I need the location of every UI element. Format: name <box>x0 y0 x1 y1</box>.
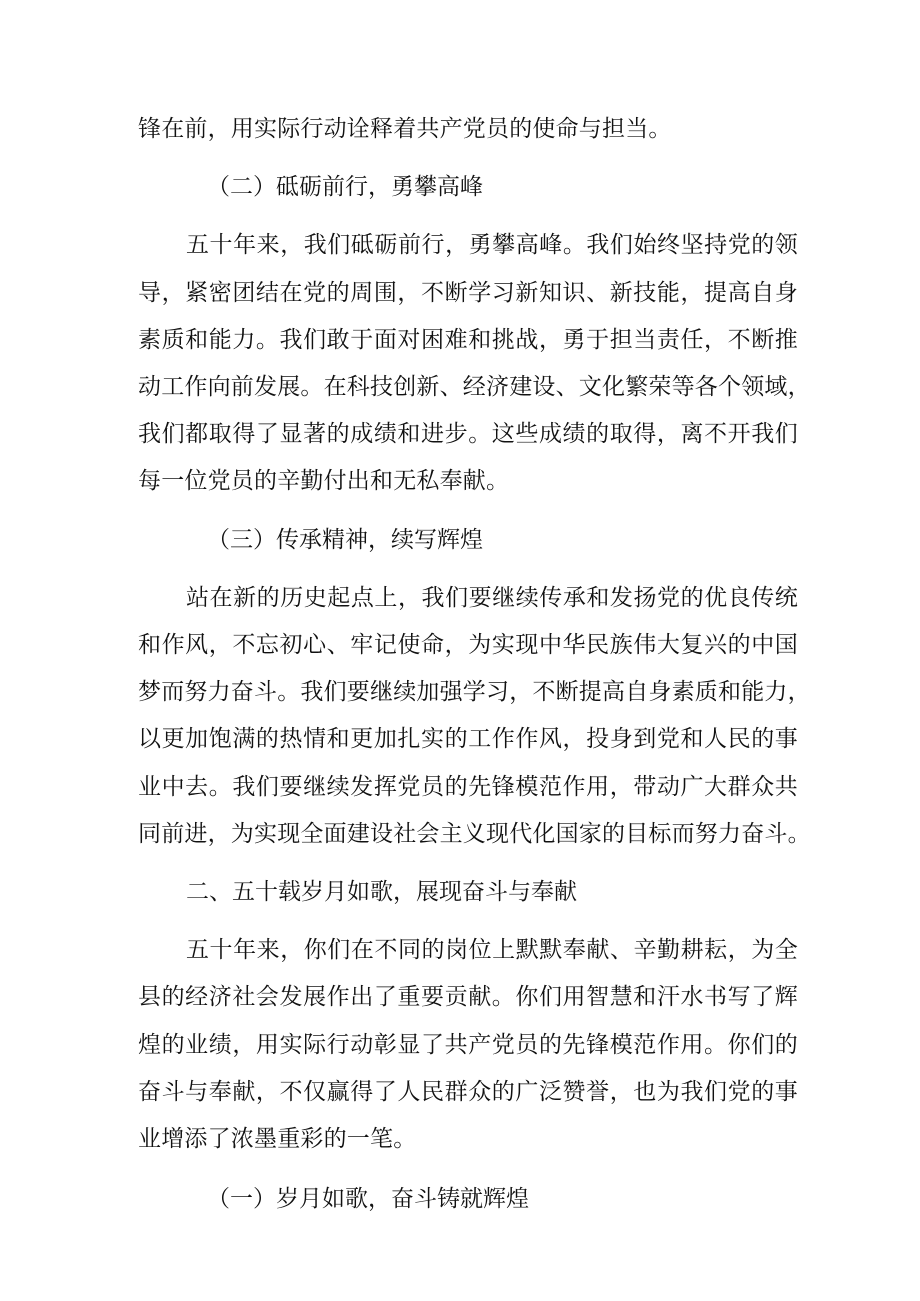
paragraph-line: 五十年来，你们在不同的岗位上默默奉献、辛勤耕耘，为全 <box>186 937 798 964</box>
paragraph-chapter-2 <box>138 927 798 1163</box>
paragraph-line: 站在新的历史起点上，我们要继续传承和发扬党的优良传统 <box>186 584 798 611</box>
paragraph-line: 素质和能力。我们敢于面对困难和挑战，勇于担当责任，不断推 <box>138 326 798 353</box>
document-body <box>138 106 811 1223</box>
paragraph-line: 五十年来，我们砥砺前行，勇攀高峰。我们始终坚持党的领 <box>186 232 798 259</box>
paragraph-line: 奋斗与奉献，不仅赢得了人民群众的广泛赞誉，也为我们党的事 <box>138 1078 798 1105</box>
paragraph-line: 每一位党员的辛勤付出和无私奉献。 <box>138 468 510 495</box>
heading-section-2: （二）砥砺前行，勇攀高峰 <box>207 174 483 201</box>
paragraph-line: 我们都取得了显著的成绩和进步。这些成绩的取得，离不开我们 <box>138 421 798 448</box>
paragraph-line: 同前进，为实现全面建设社会主义现代化国家的目标而努力奋斗。 <box>138 820 811 847</box>
paragraph-line: 以更加饱满的热情和更加扎实的工作作风，投身到党和人民的事 <box>138 726 798 753</box>
heading-section-3: （三）传承精神，续写辉煌 <box>207 526 483 553</box>
paragraph-line: 业增添了浓墨重彩的一笔。 <box>138 1126 417 1153</box>
paragraph-intro <box>138 106 798 153</box>
paragraph-line: 业中去。我们要继续发挥党员的先锋模范作用，带动广大群众共 <box>138 773 798 800</box>
paragraph-line: 导，紧密团结在党的周围，不断学习新知识、新技能，提高自身 <box>138 279 798 306</box>
paragraph-section-2 <box>138 222 811 505</box>
paragraph-line: 动工作向前发展。在科技创新、经济建设、文化繁荣等各个领域， <box>138 374 811 401</box>
paragraph-line: 煌的业绩，用实际行动彰显了共产党员的先锋模范作用。你们的 <box>138 1031 798 1058</box>
heading-chapter-2: 二、五十载岁月如歌，展现奋斗与奉献 <box>186 879 577 906</box>
heading-section-1: （一）岁月如歌，奋斗铸就辉煌 <box>207 1186 529 1213</box>
paragraph-section-3 <box>138 575 811 858</box>
paragraph-line: 梦而努力奋斗。我们要继续加强学习，不断提高自身素质和能力， <box>138 679 811 706</box>
paragraph-line: 县的经济社会发展作出了重要贡献。你们用智慧和汗水书写了辉 <box>138 984 798 1011</box>
paragraph-line: 锋在前，用实际行动诠释着共产党员的使命与担当。 <box>138 116 672 142</box>
paragraph-line: 和作风，不忘初心、牢记使命，为实现中华民族伟大复兴的中国 <box>138 632 798 659</box>
